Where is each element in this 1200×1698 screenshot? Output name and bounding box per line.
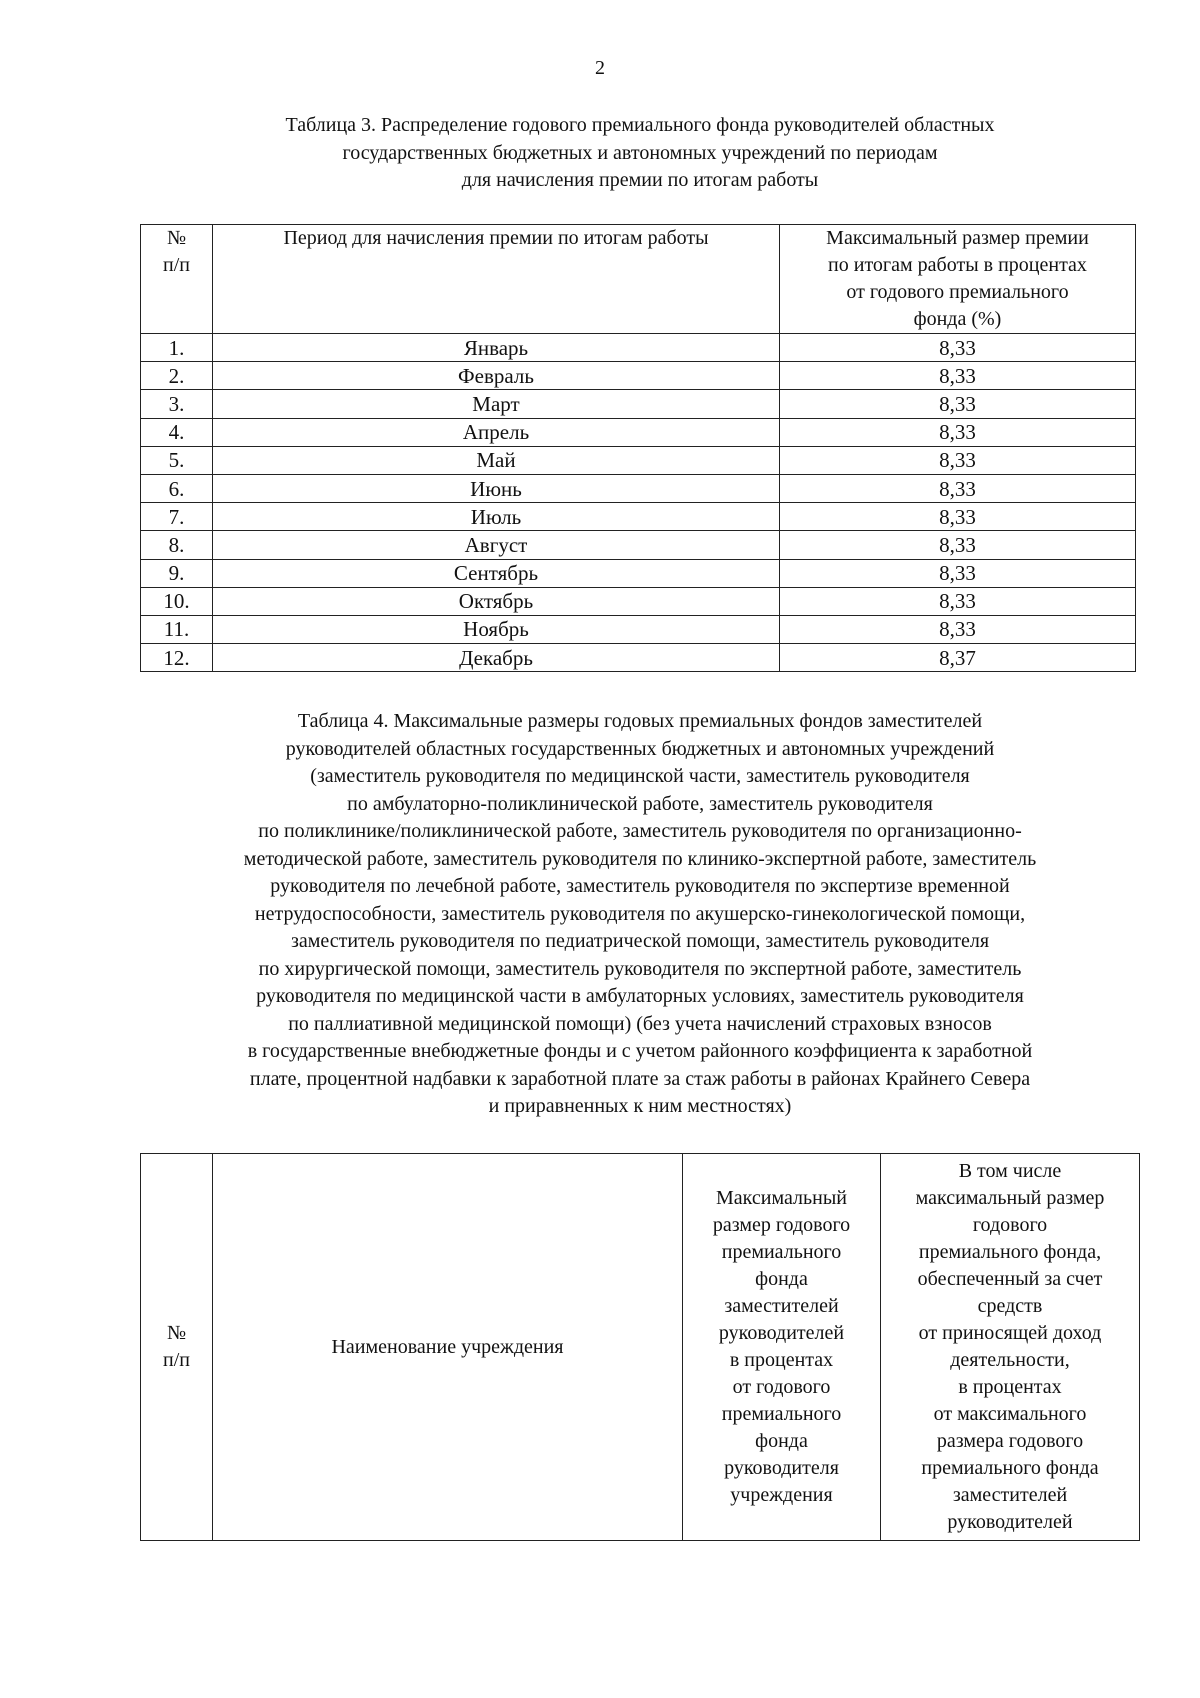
- table-row: [141, 390, 1136, 418]
- header-line: в процентах: [958, 1376, 1062, 1398]
- title-line: государственных бюджетных и автономных учреждений по периодам: [342, 141, 938, 164]
- table-row: [141, 559, 1136, 587]
- header-line: Период для начисления премии по итогам работы: [283, 227, 709, 249]
- title-line: руководителей областных государственных бюджетных и автономных учреждений: [285, 737, 995, 760]
- cell-num: 9.: [141, 559, 213, 587]
- table-row: [141, 503, 1136, 531]
- cell-num: 4.: [141, 418, 213, 446]
- header-line: №: [166, 227, 187, 249]
- header-num: [141, 1154, 213, 1541]
- header-line: Максимальный: [716, 1187, 847, 1209]
- cell-period: Июль: [213, 503, 780, 531]
- header-line: заместителей: [952, 1484, 1068, 1506]
- header-num: [141, 225, 213, 334]
- table3: [140, 224, 1136, 672]
- table4: [140, 1153, 1140, 1541]
- header-line: максимальный размер: [915, 1187, 1105, 1209]
- cell-period: Май: [213, 446, 780, 474]
- cell-num: 3.: [141, 390, 213, 418]
- header-line: фонда (%): [913, 308, 1002, 330]
- header-line: п/п: [163, 1349, 190, 1371]
- cell-period: Август: [213, 531, 780, 559]
- cell-num: 1.: [141, 334, 213, 362]
- cell-value: 8,33: [780, 615, 1136, 643]
- title-line: и приравненных к ним местностях): [488, 1095, 792, 1117]
- header-line: деятельности,: [950, 1349, 1070, 1371]
- header-line: премиального фонда: [921, 1457, 1099, 1479]
- title-line: руководителя по лечебной работе, заместитель руководителя по экспертизе временной: [270, 875, 1010, 897]
- header-line: №: [166, 1322, 187, 1344]
- title-line: Таблица 4. Максимальные размеры годовых премиальных фондов заместителей: [297, 710, 983, 732]
- table-row: [141, 587, 1136, 615]
- header-line: в процентах: [729, 1349, 834, 1371]
- cell-value: 8,33: [780, 362, 1136, 390]
- title-line: (заместитель руководителя по медицинской части, заместитель руководителя: [310, 765, 970, 787]
- cell-value: 8,33: [780, 587, 1136, 615]
- title-line: для начисления премии по итогам работы: [461, 169, 819, 191]
- header-income-fund: [881, 1154, 1140, 1541]
- title-line: по амбулаторно-поликлинической работе, заместитель руководителя: [347, 792, 933, 815]
- title-line: по поликлинике/поликлинической работе, заместитель руководителя по организационно-: [258, 820, 1022, 842]
- cell-value: 8,33: [780, 559, 1136, 587]
- header-line: премиального: [721, 1241, 842, 1263]
- header-institution-name: [213, 1154, 683, 1541]
- page-number: 2: [595, 57, 605, 79]
- cell-value: 8,33: [780, 334, 1136, 362]
- header-line: п/п: [163, 254, 190, 276]
- header-line: В том числе: [958, 1160, 1062, 1182]
- cell-value: 8,33: [780, 390, 1136, 418]
- cell-value: 8,37: [780, 644, 1136, 672]
- header-line: фонда: [755, 1268, 808, 1290]
- table-row: [141, 615, 1136, 643]
- title-line: Таблица 3. Распределение годового премиального фонда руководителей областных: [285, 114, 995, 136]
- cell-num: 7.: [141, 503, 213, 531]
- header-line: руководителя: [724, 1457, 839, 1479]
- table-row: [141, 531, 1136, 559]
- cell-num: 8.: [141, 531, 213, 559]
- table-row: [141, 474, 1136, 502]
- cell-num: 11.: [141, 615, 213, 643]
- cell-value: 8,33: [780, 531, 1136, 559]
- cell-period: Февраль: [213, 362, 780, 390]
- header-line: обеспеченный за счет: [917, 1268, 1103, 1290]
- cell-num: 5.: [141, 446, 213, 474]
- header-line: по итогам работы в процентах: [828, 254, 1087, 276]
- header-line: фонда: [755, 1430, 808, 1452]
- header-line: средств: [977, 1295, 1043, 1317]
- header-line: от максимального: [933, 1403, 1087, 1425]
- header-line: премиального: [721, 1403, 842, 1425]
- title-line: руководителя по медицинской части в амбулаторных условиях, заместитель руководителя: [256, 985, 1024, 1007]
- table-row: [141, 362, 1136, 390]
- header-line: Максимальный размер премии: [826, 227, 1089, 249]
- header-period: [213, 225, 780, 334]
- table4-header-row: [141, 1154, 1140, 1541]
- header-line: учреждения: [730, 1484, 833, 1506]
- header-line: Наименование учреждения: [331, 1335, 564, 1358]
- table-row: [141, 446, 1136, 474]
- header-line: от годового: [732, 1376, 831, 1398]
- title-line: по хирургической помощи, заместитель руководителя по экспертной работе, заместитель: [258, 957, 1022, 980]
- cell-value: 8,33: [780, 418, 1136, 446]
- table3-title: [140, 112, 1140, 195]
- title-line: методической работе, заместитель руководителя по клинико-экспертной работе, заместитель: [243, 847, 1037, 870]
- cell-num: 6.: [141, 474, 213, 502]
- cell-period: Сентябрь: [213, 559, 780, 587]
- title-line: заместитель руководителя по педиатрической помощи, заместитель руководителя: [290, 930, 990, 952]
- title-line: нетрудоспособности, заместитель руководителя по акушерско-гинекологической помощи,: [254, 902, 1026, 925]
- title-line: в государственные внебюджетные фонды и с учетом районного коэффициента к заработной: [247, 1040, 1033, 1062]
- cell-period: Ноябрь: [213, 615, 780, 643]
- cell-period: Апрель: [213, 418, 780, 446]
- header-line: заместителей: [724, 1295, 839, 1317]
- cell-period: Октябрь: [213, 587, 780, 615]
- cell-num: 10.: [141, 587, 213, 615]
- cell-num: 2.: [141, 362, 213, 390]
- header-line: размера годового: [936, 1430, 1084, 1452]
- header-max-bonus: [780, 225, 1136, 334]
- table-row: [141, 418, 1136, 446]
- header-line: премиального фонда,: [918, 1241, 1102, 1263]
- cell-value: 8,33: [780, 446, 1136, 474]
- cell-period: Июнь: [213, 474, 780, 502]
- table4-title: [140, 708, 1140, 1121]
- cell-period: Декабрь: [213, 644, 780, 672]
- table3-header-row: [141, 225, 1136, 334]
- cell-period: Март: [213, 390, 780, 418]
- header-line: руководителей: [947, 1511, 1073, 1533]
- cell-period: Январь: [213, 334, 780, 362]
- table-row: [141, 644, 1136, 672]
- header-line: размер годового: [712, 1214, 851, 1236]
- cell-value: 8,33: [780, 503, 1136, 531]
- title-line: плате, процентной надбавки к заработной плате за стаж работы в районах Крайнего Севера: [249, 1067, 1031, 1090]
- table-row: [141, 334, 1136, 362]
- cell-value: 8,33: [780, 474, 1136, 502]
- header-max-fund: [683, 1154, 881, 1541]
- title-line: по паллиативной медицинской помощи) (без учета начислений страховых взносов: [288, 1012, 992, 1035]
- cell-num: 12.: [141, 644, 213, 672]
- header-line: от приносящей доход: [918, 1322, 1102, 1344]
- header-line: годового: [972, 1214, 1048, 1236]
- header-line: руководителей: [718, 1322, 845, 1344]
- header-line: от годового премиального: [846, 281, 1069, 303]
